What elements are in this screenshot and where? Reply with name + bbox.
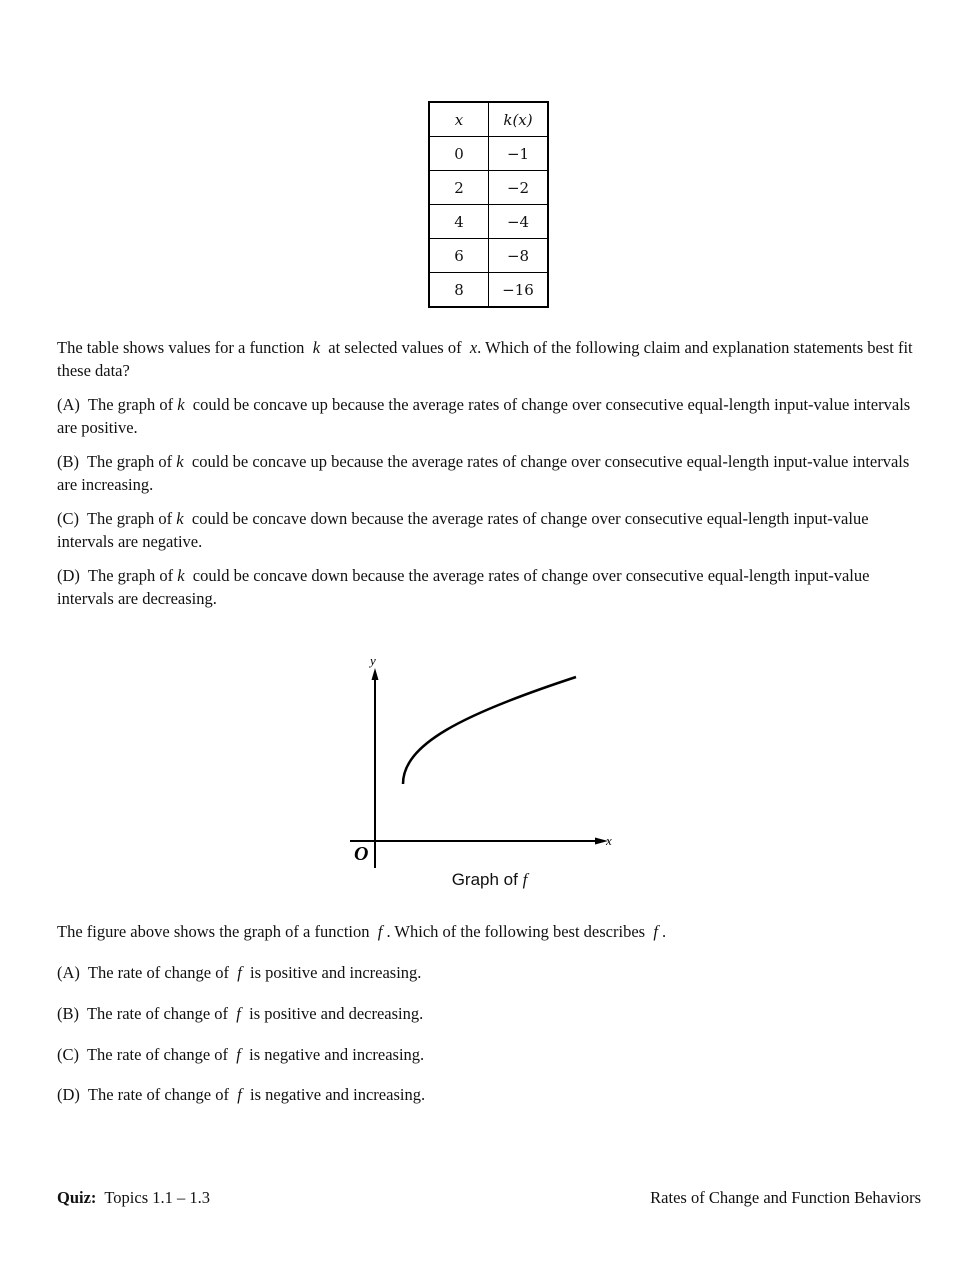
x-axis-label: x	[606, 833, 612, 848]
option-letter: (B)	[57, 1004, 79, 1023]
quiz-label: Quiz:	[57, 1188, 97, 1207]
option-text: is negative and increasing.	[249, 1045, 425, 1064]
table-header-x: x	[429, 102, 489, 137]
q2-option-c[interactable]	[57, 1043, 424, 1066]
option-letter: (C)	[57, 1045, 79, 1064]
variable-f: f	[236, 1045, 241, 1064]
footer-right: Rates of Change and Function Behaviors	[650, 1188, 921, 1207]
option-text: The graph of	[86, 452, 173, 471]
values-table-container	[428, 101, 549, 308]
option-text: The graph of	[87, 566, 174, 585]
option-text: could be concave up because the average rates of change over consecutive equal-length input-value intervals are positive.	[57, 395, 911, 437]
option-letter: (A)	[57, 395, 80, 414]
graph-caption	[0, 870, 979, 890]
stem-text: at selected values of	[328, 338, 462, 357]
stem-text: . Which of the following best describes	[386, 922, 646, 941]
table-cell: 2	[429, 171, 489, 205]
stem-text: . Which of the following claim and explanation statements best fit these data?	[57, 338, 913, 380]
stem-text: The figure above shows the graph of a function	[57, 922, 370, 941]
table-header-kx: k(x)	[489, 102, 549, 137]
option-text: The rate of change of	[87, 1085, 229, 1104]
stem-text: .	[662, 922, 667, 941]
table-cell: −16	[489, 273, 549, 308]
table-row	[429, 273, 548, 308]
y-axis-label: y	[370, 653, 376, 668]
option-letter: (C)	[57, 509, 79, 528]
question-2-stem	[57, 920, 917, 943]
option-text: is positive and increasing.	[250, 963, 422, 982]
q1-option-c[interactable]	[57, 507, 897, 553]
table-cell: 4	[429, 205, 489, 239]
option-letter: (D)	[57, 566, 80, 585]
variable-k: k	[312, 338, 321, 357]
q2-option-d[interactable]	[57, 1083, 425, 1106]
caption-text: Graph of	[451, 870, 518, 889]
variable-x: x	[469, 338, 478, 357]
option-text: The graph of	[87, 395, 174, 414]
table-row	[429, 205, 548, 239]
option-text: could be concave up because the average rates of change over consecutive equal-length input-value intervals are increasing.	[57, 452, 910, 494]
variable-f: f	[653, 922, 658, 941]
quiz-topics: Topics 1.1 – 1.3	[104, 1188, 211, 1207]
table-cell: −2	[489, 171, 549, 205]
option-letter: (D)	[57, 1085, 80, 1104]
option-text: is positive and decreasing.	[249, 1004, 424, 1023]
variable-k: k	[176, 509, 184, 528]
y-axis-arrow-icon	[372, 668, 379, 680]
variable-f: f	[237, 963, 242, 982]
option-letter: (A)	[57, 963, 80, 982]
values-table	[428, 101, 549, 308]
stem-text: The table shows values for a function	[57, 338, 305, 357]
q2-option-b[interactable]	[57, 1002, 423, 1025]
function-graph	[340, 650, 630, 875]
table-row	[429, 171, 548, 205]
table-header-row	[429, 102, 548, 137]
option-text: is negative and increasing.	[250, 1085, 426, 1104]
q2-option-a[interactable]	[57, 961, 421, 984]
option-text: could be concave down because the average rates of change over consecutive equal-length input-value intervals are negative.	[57, 509, 869, 551]
option-text: The graph of	[86, 509, 173, 528]
variable-k: k	[177, 566, 185, 585]
table-cell: 0	[429, 137, 489, 171]
table-cell: 8	[429, 273, 489, 308]
variable-k: k	[176, 452, 184, 471]
q1-option-d[interactable]	[57, 564, 897, 610]
table-row	[429, 137, 548, 171]
q1-option-a[interactable]	[57, 393, 917, 439]
option-letter: (B)	[57, 452, 79, 471]
q1-option-b[interactable]	[57, 450, 917, 496]
option-text: The rate of change of	[86, 1045, 229, 1064]
variable-f: f	[377, 922, 383, 941]
function-curve	[403, 677, 576, 784]
variable-k: k	[177, 395, 185, 414]
table-cell: −1	[489, 137, 549, 171]
footer-left	[57, 1188, 210, 1208]
table-cell: −8	[489, 239, 549, 273]
question-1-stem	[57, 336, 917, 382]
variable-f: f	[522, 870, 528, 889]
variable-f: f	[237, 1085, 242, 1104]
option-text: The rate of change of	[86, 1004, 229, 1023]
table-row	[429, 239, 548, 273]
table-cell: 6	[429, 239, 489, 273]
origin-label: O	[354, 843, 369, 865]
option-text: could be concave down because the average rates of change over consecutive equal-length input-value intervals are decreasing.	[57, 566, 870, 608]
variable-f: f	[236, 1004, 241, 1023]
table-cell: −4	[489, 205, 549, 239]
option-text: The rate of change of	[87, 963, 229, 982]
